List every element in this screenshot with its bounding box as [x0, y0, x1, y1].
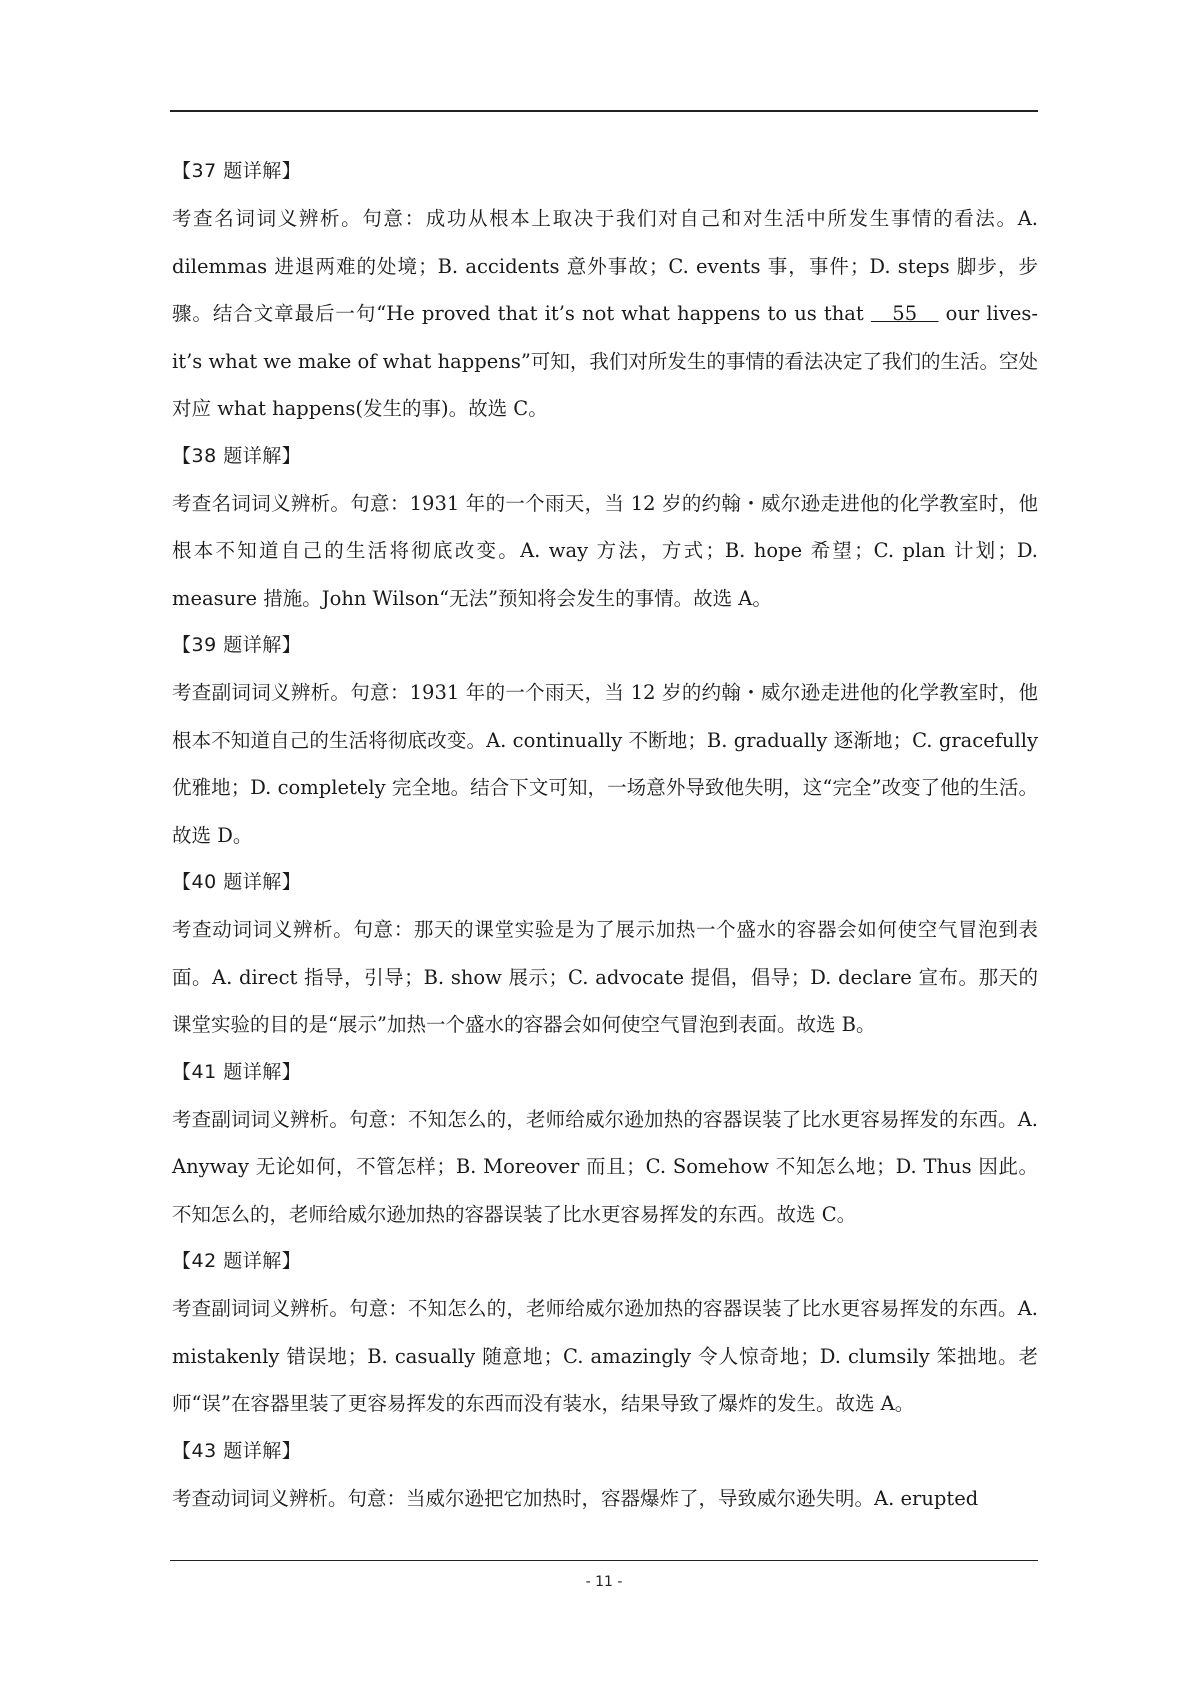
section-heading: 【43 题详解】	[172, 1439, 302, 1462]
section-heading: 【39 题详解】	[172, 634, 302, 656]
document-body	[172, 148, 1038, 1522]
body-text-after-blank: our lives-it’s what we make of what happens”可知，我们对所发生的事情的看法决定了我们的生活。空处对应 what happens(发生的事)。故选 C。	[172, 302, 1038, 420]
explanation-41	[172, 1049, 1038, 1239]
section-body: 考查动词词义辨析。句意：那天的课堂实验是为了展示加热一个盛水的容器会如何使空气冒泡到表面。A. direct 指导，引导；B. show 展示；C. advocate 提倡，倡导；D. declare 宣布。那天的课堂实验的目的是“展示”加热一个盛水的容器会如何使空气冒泡到表面。故选 B。	[172, 918, 1038, 1036]
explanation-37	[172, 148, 1038, 433]
section-heading: 【42 题详解】	[172, 1250, 302, 1272]
answer-blank: 55	[870, 302, 939, 325]
section-heading: 【37 题详解】	[172, 160, 302, 182]
section-heading: 【40 题详解】	[172, 871, 302, 893]
section-body: 考查名词词义辨析。句意：1931 年的一个雨天，当 12 岁的约翰・威尔逊走进他的化学教室时，他根本不知道自己的生活将彻底改变。A. way 方法，方式；B. hope 希望；C. plan 计划；D. measure 措施。John Wilson“无法”预知将会发生的事情。故选 A。	[172, 491, 1038, 610]
section-heading: 【38 题详解】	[172, 444, 302, 467]
section-body: 考查副词词义辨析。句意：1931 年的一个雨天，当 12 岁的约翰・威尔逊走进他的化学教室时，他根本不知道自己的生活将彻底改变。A. continually 不断地；B. gradually 逐渐地；C. gracefully 优雅地；D. completely 完全地。结合下文可知，一场意外导致他失明，这“完全”改变了他的生活。故选 D。	[172, 681, 1038, 847]
section-body: 考查动词词义辨析。句意：当威尔逊把它加热时，容器爆炸了，导致威尔逊失明。A. erupted	[172, 1486, 979, 1510]
explanation-40	[172, 859, 1038, 1049]
section-body: 考查副词词义辨析。句意：不知怎么的，老师给威尔逊加热的容器误装了比水更容易挥发的东西。A. Anyway 无论如何，不管怎样；B. Moreover 而且；C. Somehow 不知怎么地；D. Thus 因此。不知怎么的，老师给威尔逊加热的容器误装了比水更容易挥发的东西。故选 C。	[172, 1107, 1038, 1226]
footer-rule	[170, 1560, 1038, 1561]
section-heading: 【41 题详解】	[172, 1060, 302, 1083]
page-number: - 11 -	[585, 1574, 623, 1590]
explanation-42	[172, 1238, 1038, 1428]
header-rule	[170, 110, 1038, 112]
body-text-before-blank: 考查名词词义辨析。句意：成功从根本上取决于我们对自己和对生活中所发生事情的看法。A. dilemmas 进退两难的处境；B. accidents 意外事故；C. events 事，事件；D. steps 脚步，步骤。结合文章最后一句“He proved that it’s not what happens to us that	[172, 207, 1038, 325]
section-body: 考查副词词义辨析。句意：不知怎么的，老师给威尔逊加热的容器误装了比水更容易挥发的东西。A. mistakenly 错误地；B. casually 随意地；C. amazingly 令人惊奇地；D. clumsily 笨拙地。老师“误”在容器里装了更容易挥发的东西而没有装水，结果导致了爆炸的发生。故选 A。	[172, 1297, 1038, 1415]
explanation-39	[172, 622, 1038, 859]
explanation-38	[172, 433, 1038, 623]
explanation-43	[172, 1428, 1038, 1523]
section-body	[172, 195, 1038, 433]
